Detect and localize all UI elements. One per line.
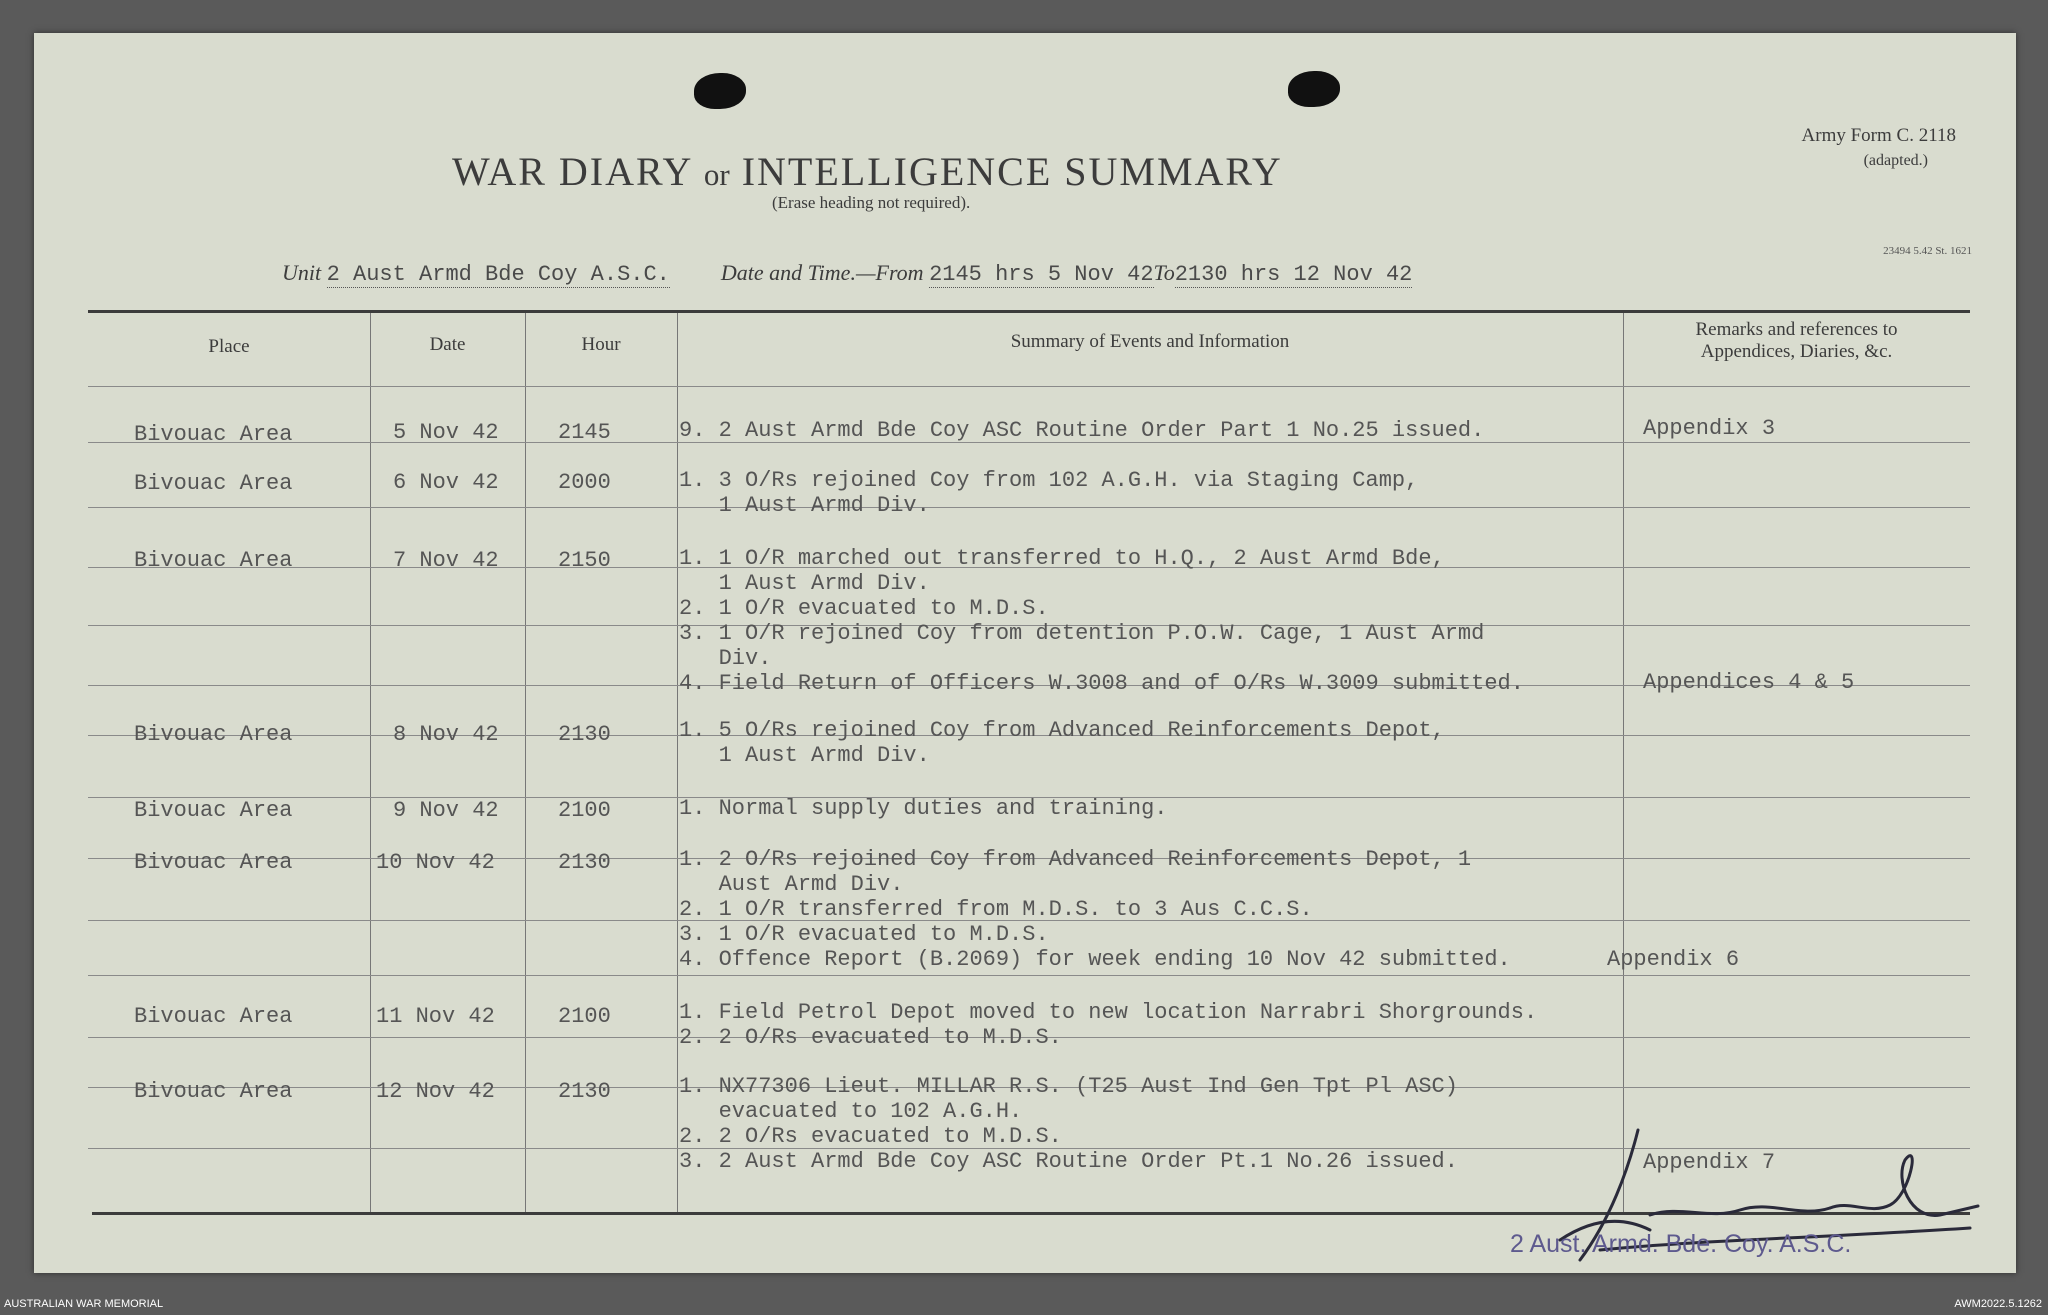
punch-hole-left (694, 73, 746, 109)
entry-date: 12 Nov 42 (376, 1079, 495, 1104)
entry-date: 10 Nov 42 (376, 850, 495, 875)
from-value: 2145 hrs 5 Nov 42 (929, 262, 1154, 287)
print-code: 23494 5.42 St. 1621 (1883, 245, 1972, 257)
entry-remark: Appendices 4 & 5 (1643, 670, 1855, 695)
entry-summary: 1. 5 O/Rs rejoined Coy from Advanced Reinforcements Depot, 1 Aust Armd Div. (679, 718, 1445, 768)
entry-place: Bivouac Area (134, 422, 293, 447)
entry-date: 7 Nov 42 (393, 548, 499, 573)
heading-underline (88, 386, 1970, 387)
ruled-line (88, 975, 1970, 976)
entry-date: 8 Nov 42 (393, 722, 499, 747)
entry-hour: 2150 (558, 548, 611, 573)
divider-place-date (370, 313, 371, 1212)
unit-stamp: 2 Aust. Armd. Bde. Coy. A.S.C. (1510, 1230, 1852, 1258)
to-label: To (1153, 260, 1175, 285)
entry-summary: 9. 2 Aust Armd Bde Coy ASC Routine Order Part 1 No.25 issued. (679, 418, 1485, 443)
entry-hour: 2100 (558, 798, 611, 823)
entry-place: Bivouac Area (134, 1079, 293, 1104)
title-or: or (703, 157, 730, 192)
punch-hole-right (1288, 71, 1340, 107)
entry-hour: 2145 (558, 420, 611, 445)
entry-summary: 1. 3 O/Rs rejoined Coy from 102 A.G.H. via Staging Camp, 1 Aust Armd Div. (679, 468, 1419, 518)
footer-institution: AUSTRALIAN WAR MEMORIAL (4, 1298, 164, 1310)
entry-place: Bivouac Area (134, 850, 293, 875)
entry-date: 6 Nov 42 (393, 470, 499, 495)
col-head-hour: Hour (581, 334, 621, 355)
entry-place: Bivouac Area (134, 798, 293, 823)
entry-summary: 1. Normal supply duties and training. (679, 796, 1168, 821)
unit-date-row (282, 260, 1412, 287)
divider-summary-remarks (1623, 313, 1624, 1212)
col-head-date: Date (429, 334, 466, 355)
erase-note: (Erase heading not required). (772, 193, 971, 212)
col-head-place: Place (208, 336, 250, 357)
date-time-label: Date and Time.—From (720, 260, 924, 285)
col-head-remarks (1623, 319, 1970, 363)
entry-date: 11 Nov 42 (376, 1004, 495, 1029)
col-head-remarks-line1: Remarks and references to (1695, 319, 1898, 340)
army-form-number: Army Form C. 2118 (1801, 125, 1956, 146)
col-head-summary: Summary of Events and Information (1010, 331, 1290, 352)
to-value: 2130 hrs 12 Nov 42 (1174, 262, 1413, 287)
unit-label: Unit (282, 260, 322, 285)
army-form-adapted: (adapted.) (1863, 152, 1928, 169)
entry-place: Bivouac Area (134, 1004, 293, 1029)
entry-hour: 2130 (558, 1079, 611, 1104)
title-intelligence-summary: INTELLIGENCE SUMMARY (741, 149, 1283, 194)
entry-summary: 1. Field Petrol Depot moved to new location Narrabri Shorgrounds. 2. 2 O/Rs evacuated to M.D.S. (679, 1000, 1538, 1050)
title-war-diary: WAR DIARY (452, 149, 692, 194)
entry-date: 9 Nov 42 (393, 798, 499, 823)
divider-hour-summary (677, 313, 678, 1212)
footer-reference: AWM2022.5.1262 (1954, 1298, 2042, 1310)
entry-summary: 1. 1 O/R marched out transferred to H.Q., 2 Aust Armd Bde, 1 Aust Armd Div. 2. 1 O/R evacuated to M.D.S. 3. 1 O/R rejoined Coy from detention P.O.W. Cage, 1 Aust Armd Div. 4. Field Return of Officers W.3008 and of O/Rs W.3009 submitted. (679, 546, 1524, 696)
entry-remark: Appendix 3 (1643, 416, 1776, 441)
entry-place: Bivouac Area (134, 471, 293, 496)
page-title (452, 148, 1283, 195)
divider-date-hour (525, 313, 526, 1212)
entry-hour: 2000 (558, 470, 611, 495)
entry-place: Bivouac Area (134, 722, 293, 747)
entry-remark: Appendix 7 (1643, 1150, 1776, 1175)
col-head-remarks-line2: Appendices, Diaries, &c. (1700, 341, 1893, 362)
entry-place: Bivouac Area (134, 548, 293, 573)
entry-remark: Appendix 6 (1607, 947, 1740, 972)
unit-value: 2 Aust Armd Bde Coy A.S.C. (326, 262, 670, 287)
entry-hour: 2100 (558, 1004, 611, 1029)
entry-hour: 2130 (558, 722, 611, 747)
entry-date: 5 Nov 42 (393, 420, 499, 445)
entry-summary: 1. NX77306 Lieut. MILLAR R.S. (T25 Aust Ind Gen Tpt Pl ASC) evacuated to 102 A.G.H. 2. 2 O/Rs evacuated to M.D.S. 3. 2 Aust Armd Bde Coy ASC Routine Order Pt.1 No.26 issued. (679, 1074, 1458, 1174)
entry-summary: 1. 2 O/Rs rejoined Coy from Advanced Reinforcements Depot, 1 Aust Armd Div. 2. 1 O/R transferred from M.D.S. to 3 Aus C.C.S. 3. 1 O/R evacuated to M.D.S. 4. Offence Report (B.2069) for week ending 10 Nov 42 submitted. (679, 847, 1511, 972)
entry-hour: 2130 (558, 850, 611, 875)
